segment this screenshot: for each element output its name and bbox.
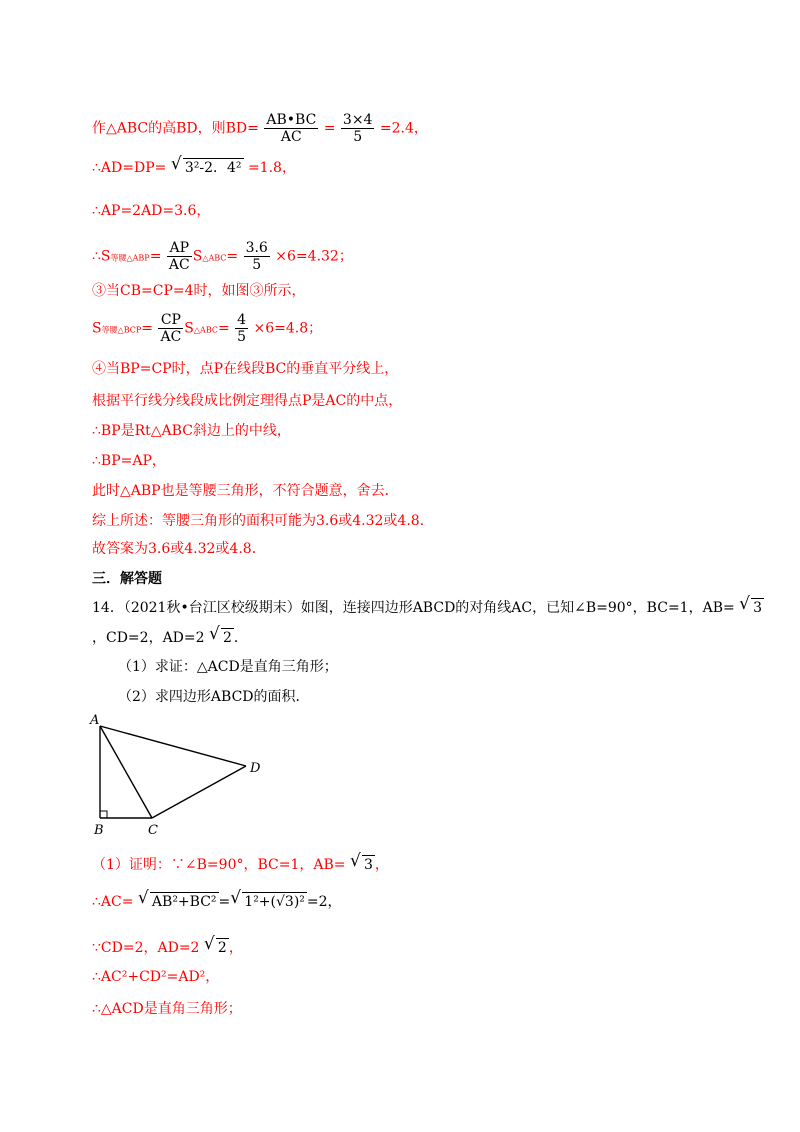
frac-den: 5: [252, 257, 262, 273]
solution-line-s-bcp: S等腰△BCP= $\frac{CP}{AC}$ S△ABC= $\frac{4}{5}$ ×6=4.8；: [92, 312, 323, 345]
equals: =: [218, 894, 231, 910]
problem-text: ，CD=2，AD=2: [92, 630, 205, 646]
subscript: △ABC: [193, 325, 218, 335]
frac-num: AB•BC: [266, 112, 317, 128]
fraction-cp-over-ac: [158, 312, 183, 345]
frac-num: 4: [237, 312, 247, 328]
problem-statement-line2: [92, 624, 248, 647]
solution-line-bd: 作△ABC的高BD，则BD= $\frac{AB•BC}{AC}$ = $\frac{3\times 4}{5}$ =2.4，: [92, 112, 428, 145]
text-result: ×6=4.32；: [275, 248, 353, 265]
frac-den: 5: [353, 129, 363, 145]
label-b: B: [94, 823, 104, 838]
radicand: AB²+BC²: [151, 894, 217, 910]
radical-icon: √: [170, 154, 182, 174]
fraction-ab-bc-over-ac: [264, 112, 318, 145]
solution-line-s-abp: ∴S等腰△ABP= $\frac{AP}{AC}$ S△ABC= $\frac{3.6}{5}$ ×6=4.32；: [92, 240, 353, 273]
radical-icon: √: [349, 851, 361, 871]
proof-line-5: ∴△ACD是直角三角形；: [92, 1001, 242, 1017]
radical-icon: √: [203, 934, 215, 954]
proof-text: ∵CD=2，AD=2: [92, 940, 200, 956]
sqrt-expression: [170, 154, 244, 177]
radical-icon: √: [209, 624, 220, 644]
text-result: =2.4，: [379, 120, 428, 137]
quadrilateral-figure: [86, 710, 276, 840]
radical-icon: √: [137, 888, 149, 908]
sqrt-1-plus-3: [230, 888, 307, 911]
text-s: S: [92, 320, 102, 337]
subscript: 等腰△ABP: [110, 253, 150, 263]
radicand: 3: [363, 857, 373, 873]
solution-line-case3: ③当CB=CP=4时，如图③所示，: [92, 283, 306, 299]
frac-num: AP: [167, 240, 192, 257]
sqrt-2: [203, 934, 229, 957]
solution-line-ad: [92, 154, 296, 177]
problem-text: ．: [233, 630, 248, 646]
text-s: ∴S: [92, 248, 111, 265]
right-angle-mark: [100, 811, 107, 818]
text-result: ×6=4.8；: [253, 320, 323, 337]
solution-line-discard: 此时△ABP也是等腰三角形，不符合题意，舍去．: [92, 483, 399, 499]
proof-text: =2，: [306, 894, 342, 910]
solution-line-midpoint: 根据平行线分线段成比例定理得点P是AC的中点，: [92, 393, 403, 409]
text-ad-prefix: ∴AD=DP=: [92, 160, 167, 176]
radicand: 2: [217, 940, 227, 956]
proof-text: ，: [374, 857, 389, 873]
segment-ad: [100, 726, 246, 766]
subscript: 等腰△BCP: [101, 325, 142, 335]
fraction-3-6-over-5: [244, 240, 270, 273]
frac-num: 3×4: [342, 112, 373, 128]
fraction-3x4-over-5: [341, 112, 375, 145]
label-a: A: [90, 713, 100, 728]
subscript: △ABC: [202, 253, 227, 263]
text-s: S: [192, 248, 203, 265]
text-s: S: [184, 320, 194, 337]
frac-den: AC: [160, 329, 182, 345]
solution-line-case4: ④当BP=CP时，点P在线段BC的垂直平分线上，: [92, 361, 399, 377]
frac-num: 3.6: [245, 240, 268, 256]
radical-icon: √: [230, 888, 242, 908]
problem-statement-line1: [92, 594, 764, 617]
frac-den: 5: [237, 329, 247, 345]
segment-ac: [100, 726, 152, 818]
fraction-4-over-5: [235, 312, 248, 345]
problem-question-2: （2）求四边形ABCD的面积．: [118, 689, 310, 705]
sqrt-3: [739, 594, 764, 617]
solution-line-bp-ap: ∴BP=AP，: [92, 453, 166, 469]
frac-den: AC: [280, 129, 302, 145]
section-title: 三．解答题: [92, 571, 162, 587]
text-result: =1.8，: [247, 160, 296, 176]
proof-line-4: ∴AC²+CD²=AD²，: [92, 969, 220, 985]
solution-line-answer: 故答案为3.6或4.32或4.8．: [92, 541, 266, 557]
solution-line-ap: ∴AP=2AD=3.6，: [92, 203, 211, 219]
fraction-ap-over-ac: [167, 240, 192, 273]
radicand: 3²-2．4²: [184, 160, 242, 176]
solution-line-summary: 综上所述：等腰三角形的面积可能为3.6或4.32或4.8．: [92, 513, 434, 529]
sqrt-2: [209, 624, 234, 647]
solution-line-median: ∴BP是Rt△ABC斜边上的中线，: [92, 423, 291, 439]
radical-icon: √: [739, 594, 751, 614]
proof-line-2: [92, 888, 342, 911]
proof-line-1: [92, 851, 389, 874]
frac-num: CP: [158, 312, 183, 329]
sqrt-3: [349, 851, 375, 874]
problem-question-1: （1）求证：△ACD是直角三角形；: [118, 659, 338, 675]
radicand: 2: [223, 630, 232, 646]
frac-den: AC: [168, 257, 190, 273]
proof-text: （1）证明：∵∠B=90°，BC=1，AB=: [92, 857, 346, 873]
proof-text: ，: [228, 940, 243, 956]
proof-line-3: [92, 934, 243, 957]
problem-text: 14．（2021秋•台江区校级期末）如图，连接四边形ABCD的对角线AC，已知∠B=90°，BC=1，AB=: [92, 600, 735, 616]
sqrt-ab2-bc2: [137, 888, 219, 911]
segment-cd: [152, 766, 246, 818]
proof-text: ∴AC=: [92, 894, 134, 910]
radicand: 3: [753, 600, 763, 616]
text-bd-prefix: 作△ABC的高BD，则BD=: [92, 120, 259, 137]
radicand: 1²+(√3)²: [244, 894, 305, 910]
label-c: C: [148, 823, 158, 838]
label-d: D: [250, 761, 261, 776]
